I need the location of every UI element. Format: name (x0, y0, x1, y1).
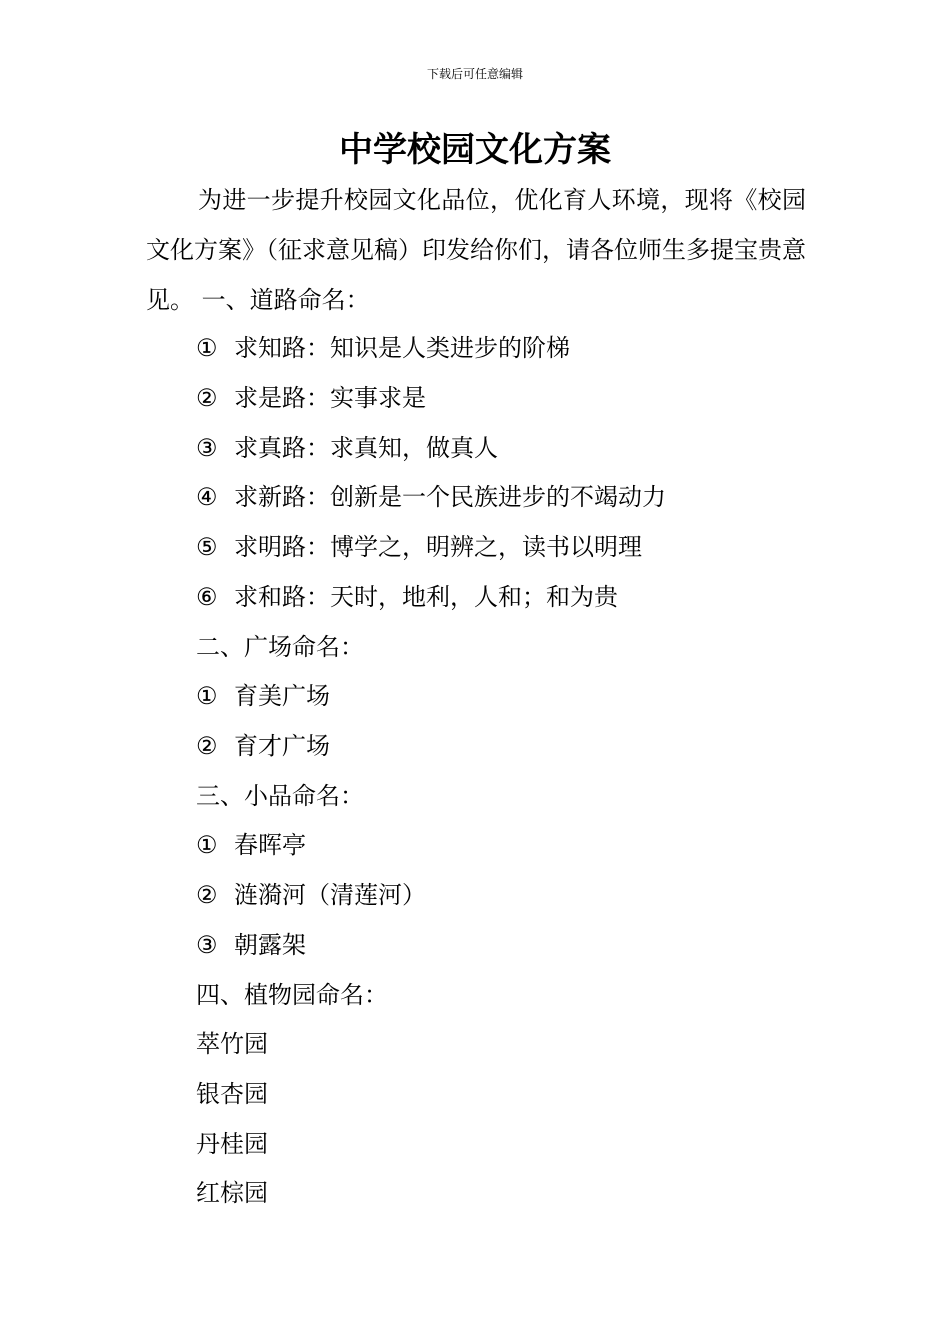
item-number: ① (196, 682, 218, 710)
road-text: 求和路：天时，地利，人和；和为贵 (234, 583, 618, 611)
item-number: ⑥ (196, 583, 218, 611)
square-item (196, 671, 330, 721)
item-number: ④ (196, 483, 218, 511)
road-text: 求知路：知识是人类进步的阶梯 (234, 334, 570, 362)
item-number: ③ (196, 931, 218, 959)
item-number: ① (196, 831, 218, 859)
square-text: 育美广场 (234, 682, 330, 710)
road-item (196, 373, 426, 423)
road-text: 求是路：实事求是 (234, 384, 426, 412)
document-title: 中学校园文化方案 (339, 130, 611, 170)
garden-item: 萃竹园 (196, 1030, 268, 1058)
header-note: 下载后可任意编辑 (426, 67, 523, 81)
section-heading-features: 三、小品命名： (196, 782, 364, 810)
square-text: 育才广场 (234, 732, 330, 760)
feature-text: 春晖亭 (234, 831, 306, 859)
road-text: 求新路：创新是一个民族进步的不竭动力 (234, 483, 666, 511)
feature-item (196, 820, 306, 870)
intro-paragraph: 为进一步提升校园文化品位，优化育人环境，现将《校园文化方案》（征求意见稿）印发给你们，请各位师生多提宝贵意见。 一、道路命名： (146, 186, 806, 314)
road-item (196, 572, 618, 622)
road-text: 求明路：博学之，明辨之，读书以明理 (234, 533, 642, 561)
item-number: ③ (196, 434, 218, 462)
item-number: ① (196, 334, 218, 362)
item-number: ② (196, 732, 218, 760)
feature-item (196, 870, 426, 920)
feature-text: 涟漪河（清莲河） (234, 881, 426, 909)
section-heading-squares: 二、广场命名： (196, 633, 364, 661)
road-item (196, 323, 570, 373)
item-number: ② (196, 881, 218, 909)
section-heading-gardens: 四、植物园命名： (196, 981, 388, 1009)
garden-item: 银杏园 (196, 1080, 268, 1108)
item-number: ② (196, 384, 218, 412)
garden-item: 红棕园 (196, 1179, 268, 1207)
road-text: 求真路：求真知，做真人 (234, 434, 498, 462)
road-item (196, 522, 642, 572)
road-item (196, 423, 498, 473)
garden-item: 丹桂园 (196, 1130, 268, 1158)
feature-text: 朝露架 (234, 931, 306, 959)
item-number: ⑤ (196, 533, 218, 561)
road-item (196, 472, 666, 522)
square-item (196, 721, 330, 771)
feature-item (196, 920, 306, 970)
